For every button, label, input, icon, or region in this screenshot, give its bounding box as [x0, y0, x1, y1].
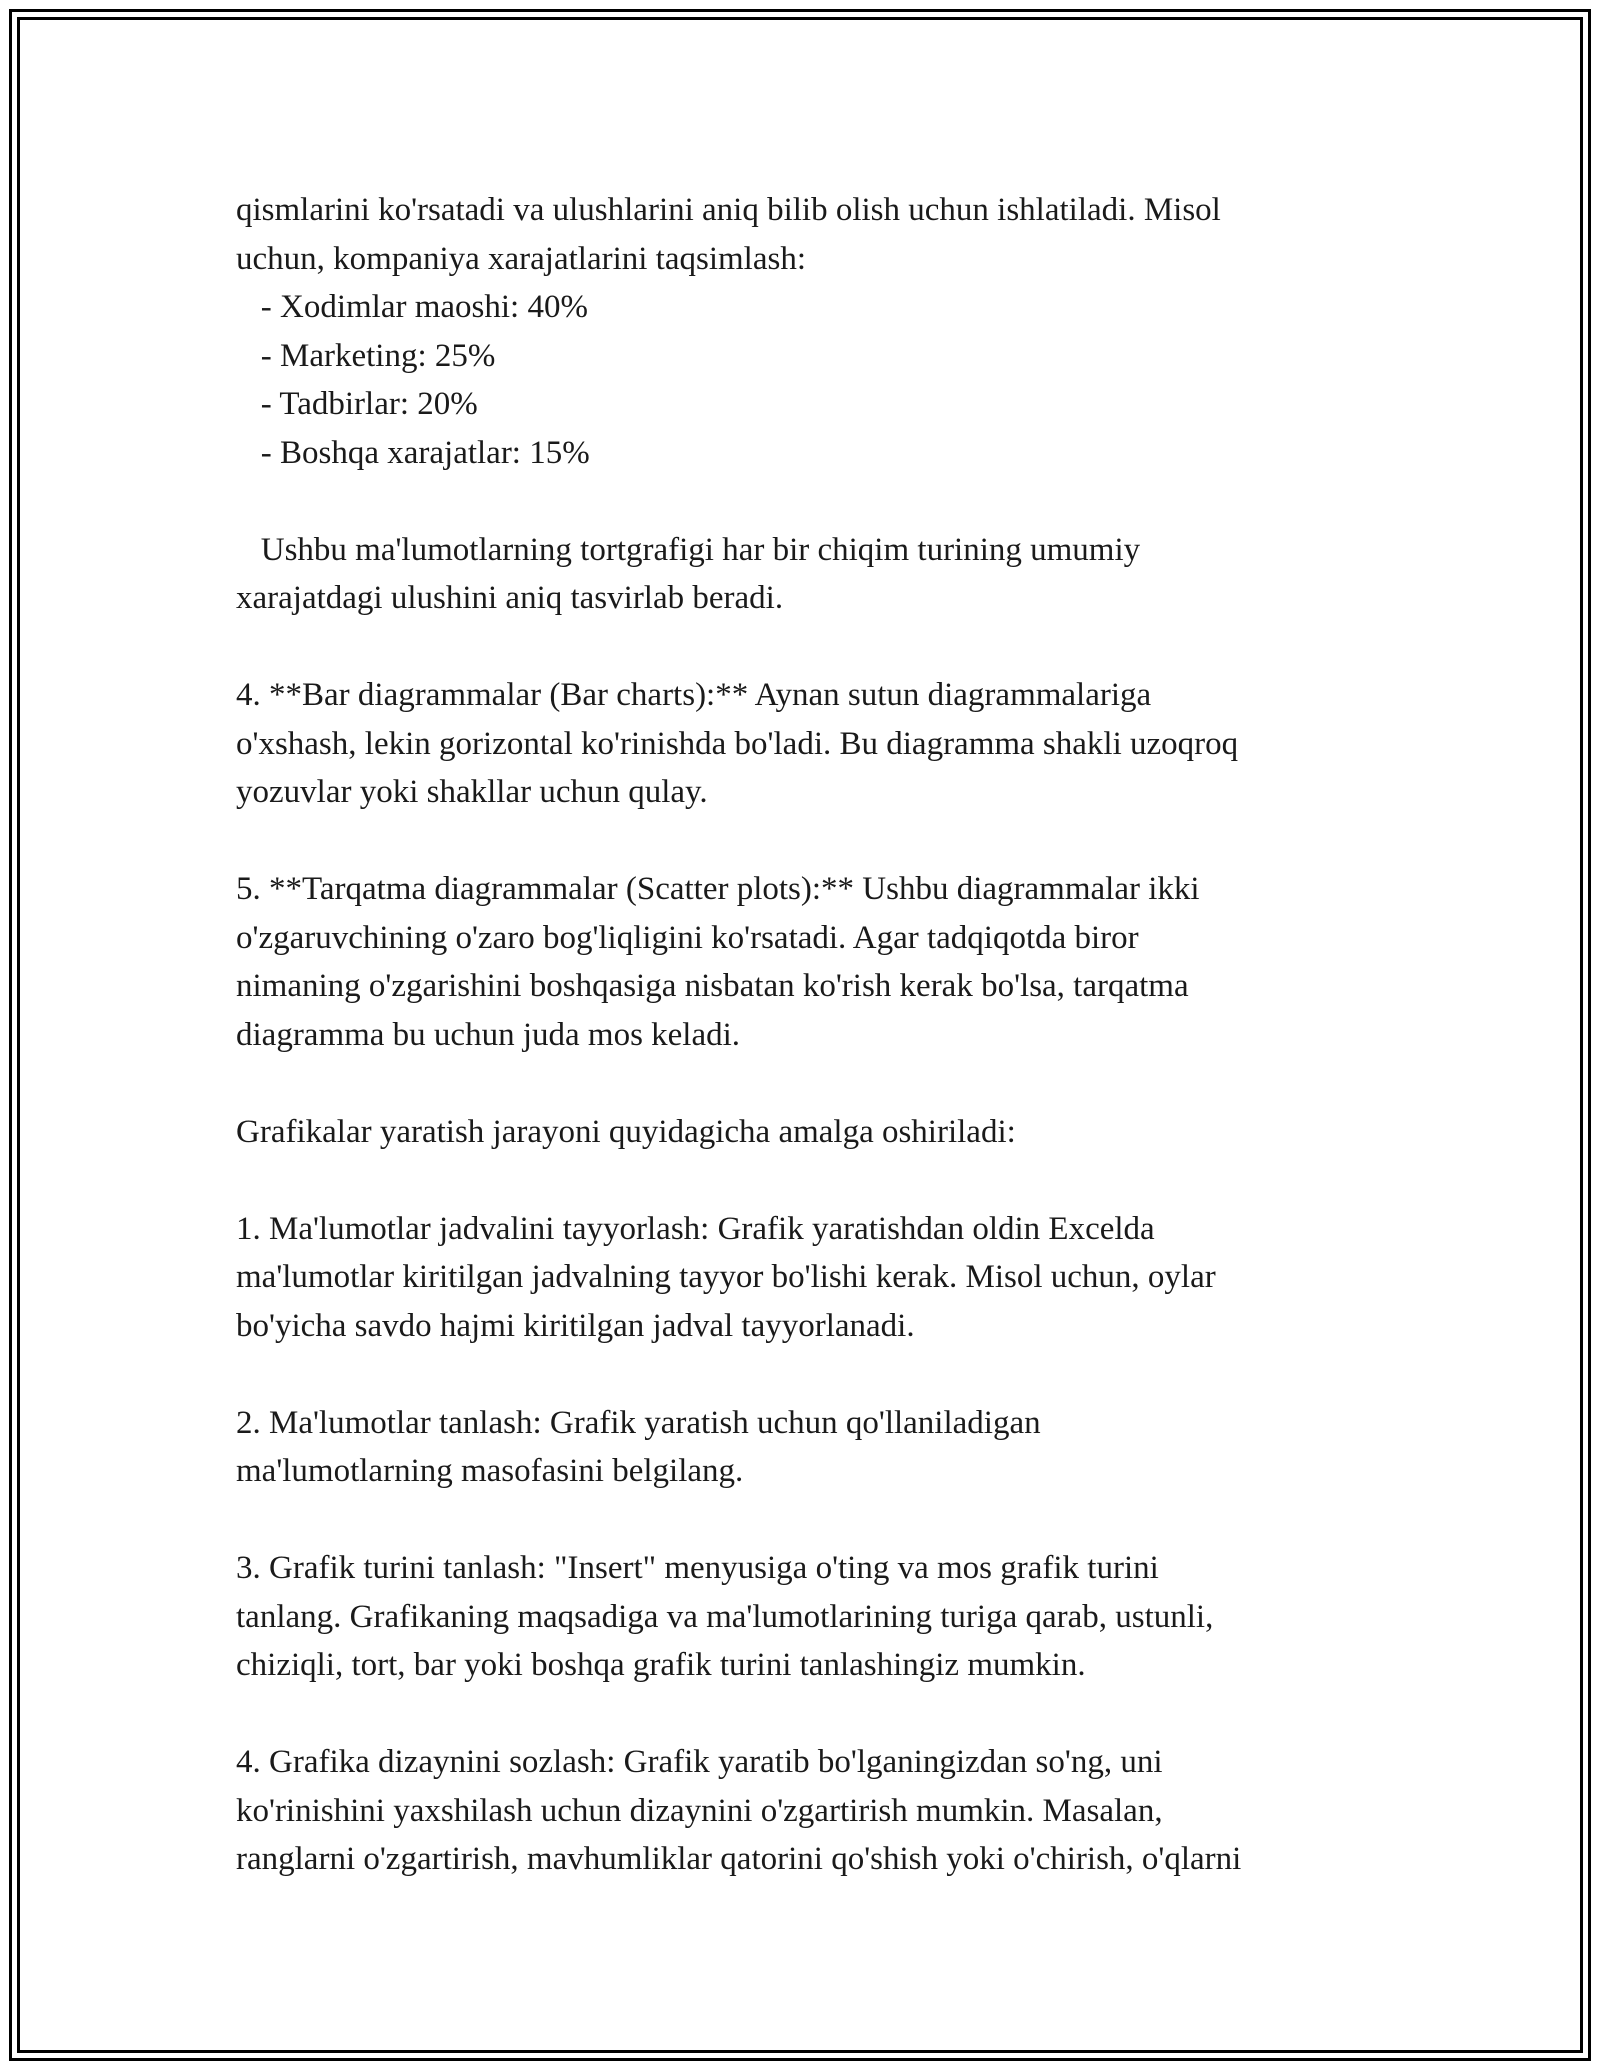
text-line: 2. Ma'lumotlar tanlash: Grafik yaratish uchun qo'llaniladigan — [236, 1404, 1041, 1441]
paragraph-spacer — [236, 1496, 1366, 1545]
text-line: o'xshash, lekin gorizontal ko'rinishda bo'ladi. Bu diagramma shakli uzoqroq — [236, 725, 1239, 762]
paragraph-pie-chart-summary — [236, 526, 1366, 623]
text-line: uchun, kompaniya xarajatlarini taqsimlash: — [236, 240, 807, 277]
text-line: ma'lumotlarning masofasini belgilang. — [236, 1453, 744, 1489]
text-line: 4. **Bar diagrammalar (Bar charts):** Aynan sutun diagrammalariga — [236, 677, 1152, 713]
text-line: xarajatdagi ulushini aniq tasvirlab beradi. — [236, 580, 784, 616]
paragraph-pie-chart-example — [236, 186, 1366, 477]
text-line: o'zgaruvchining o'zaro bog'liqligini ko'rsatadi. Agar tadqiqotda biror — [236, 919, 1139, 956]
paragraph-spacer — [236, 1156, 1366, 1205]
text-line: nimaning o'zgarishini boshqasiga nisbatan ko'rish kerak bo'lsa, tarqatma — [236, 968, 1189, 1004]
list-item: - Tadbirlar: 20% — [236, 386, 478, 422]
text-line: bo'yicha savdo hajmi kiritilgan jadval tayyorlanadi. — [236, 1307, 915, 1344]
text-line: 3. Grafik turini tanlash: "Insert" menyusiga o'ting va mos grafik turini — [236, 1550, 1159, 1586]
text-line: 5. **Tarqatma diagrammalar (Scatter plots):** Ushbu diagrammalar ikki — [236, 871, 1200, 907]
paragraph-scatter-plots — [236, 865, 1366, 1059]
list-item: - Marketing: 25% — [236, 337, 496, 374]
text-line: tanlang. Grafikaning maqsadiga va ma'lumotlarining turiga qarab, ustunli, — [236, 1598, 1214, 1635]
paragraph-process-intro — [236, 1108, 1366, 1157]
paragraph-step-3 — [236, 1544, 1366, 1690]
paragraph-spacer — [236, 1350, 1366, 1399]
paragraph-spacer — [236, 817, 1366, 866]
list-item: - Boshqa xarajatlar: 15% — [236, 434, 590, 471]
text-line: 1. Ma'lumotlar jadvalini tayyorlash: Grafik yaratishdan oldin Excelda — [236, 1210, 1155, 1247]
list-item: - Xodimlar maoshi: 40% — [236, 289, 588, 325]
text-line: yozuvlar yoki shakllar uchun qulay. — [236, 774, 708, 810]
paragraph-spacer — [236, 623, 1366, 672]
paragraph-spacer — [236, 477, 1366, 526]
document-body — [236, 186, 1366, 1884]
paragraph-step-4 — [236, 1738, 1366, 1884]
text-line: 4. Grafika dizaynini sozlash: Grafik yaratib bo'lganingizdan so'ng, uni — [236, 1744, 1163, 1780]
text-line: chiziqli, tort, bar yoki boshqa grafik turini tanlashingiz mumkin. — [236, 1647, 1086, 1683]
text-line: diagramma bu uchun juda mos keladi. — [236, 1016, 741, 1053]
paragraph-bar-charts — [236, 671, 1366, 817]
paragraph-spacer — [236, 1059, 1366, 1108]
paragraph-spacer — [236, 1690, 1366, 1739]
text-line: ranglarni o'zgartirish, mavhumliklar qatorini qo'shish yoki o'chirish, o'qlarni — [236, 1841, 1242, 1877]
paragraph-step-2 — [236, 1399, 1366, 1496]
text-line: Ushbu ma'lumotlarning tortgrafigi har bir chiqim turining umumiy — [236, 531, 1141, 568]
text-line: qismlarini ko'rsatadi va ulushlarini aniq bilib olish uchun ishlatiladi. Misol — [236, 192, 1221, 228]
text-line: ma'lumotlar kiritilgan jadvalning tayyor bo'lishi kerak. Misol uchun, oylar — [236, 1259, 1216, 1295]
text-line: Grafikalar yaratish jarayoni quyidagicha amalga oshiriladi: — [236, 1113, 1016, 1150]
text-line: ko'rinishini yaxshilash uchun dizaynini o'zgartirish mumkin. Masalan, — [236, 1792, 1163, 1829]
paragraph-step-1 — [236, 1205, 1366, 1351]
